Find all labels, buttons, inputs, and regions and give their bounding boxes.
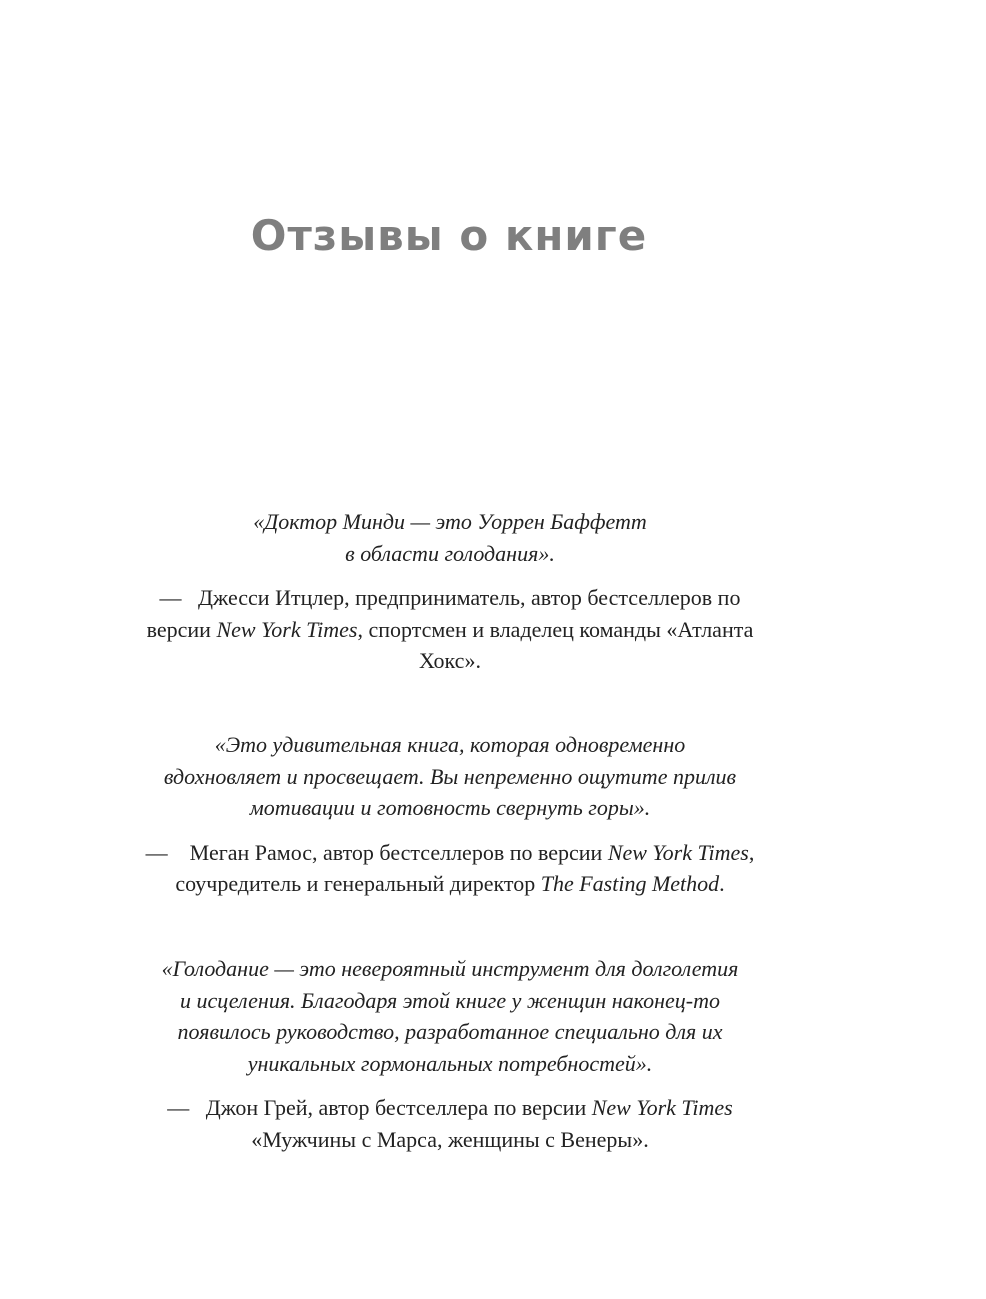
attribution-dash: —: [167, 1095, 190, 1120]
publication-name: New York Times: [591, 1095, 733, 1120]
attribution-text: Хокс».: [419, 648, 481, 673]
review-attribution: [100, 1092, 800, 1155]
quote-line: «Доктор Минди — это Уоррен Баффетт: [253, 509, 647, 534]
publication-name: New York Times: [216, 616, 358, 642]
company-name: The Fasting Method: [540, 871, 720, 896]
attribution-text: версии: [146, 616, 211, 642]
quote-line: в области голодания».: [345, 540, 555, 566]
attribution-dash: —: [159, 585, 182, 610]
publication-name: New York Times: [607, 839, 749, 865]
attribution-text: Меган Рамос, автор бестселлеров по версии: [189, 839, 603, 865]
page-title: Отзывы о книге: [250, 211, 648, 260]
review-quote: [100, 506, 800, 569]
attribution-text: , спортсмен и владелец команды «Атланта: [357, 616, 754, 642]
review-attribution: [100, 837, 800, 900]
review-1: [100, 506, 800, 677]
review-attribution: [100, 582, 800, 677]
review-quote: [100, 953, 800, 1079]
attribution-text: Джесси Итцлер, предприниматель, автор бестселлеров по: [198, 585, 741, 610]
review-3: [100, 953, 800, 1155]
quote-line: появилось руководство, разработанное специально для их: [177, 1019, 723, 1044]
quote-line: уникальных гормональных потребностей».: [247, 1050, 653, 1076]
attribution-dash: —: [145, 839, 168, 865]
attribution-text: .: [719, 871, 725, 896]
attribution-text: ,: [748, 839, 755, 865]
review-2: [100, 729, 800, 900]
attribution-text: «Мужчины с Марса, женщины с Венеры».: [251, 1126, 649, 1152]
quote-line: мотивации и готовность свернуть горы».: [249, 795, 651, 820]
review-quote: [100, 729, 800, 824]
quote-line: «Это удивительная книга, которая одновременно: [214, 732, 686, 757]
attribution-text: Джон Грей, автор бестселлера по версии: [205, 1095, 587, 1120]
quote-line: и исцеления. Благодаря этой книге у женщин наконец-то: [179, 987, 721, 1013]
quote-line: «Голодание — это невероятный инструмент для долголетия: [161, 956, 739, 981]
attribution-text: соучредитель и генеральный директор: [175, 871, 536, 896]
quote-line: вдохновляет и просвещает. Вы непременно ощутите прилив: [163, 763, 737, 789]
